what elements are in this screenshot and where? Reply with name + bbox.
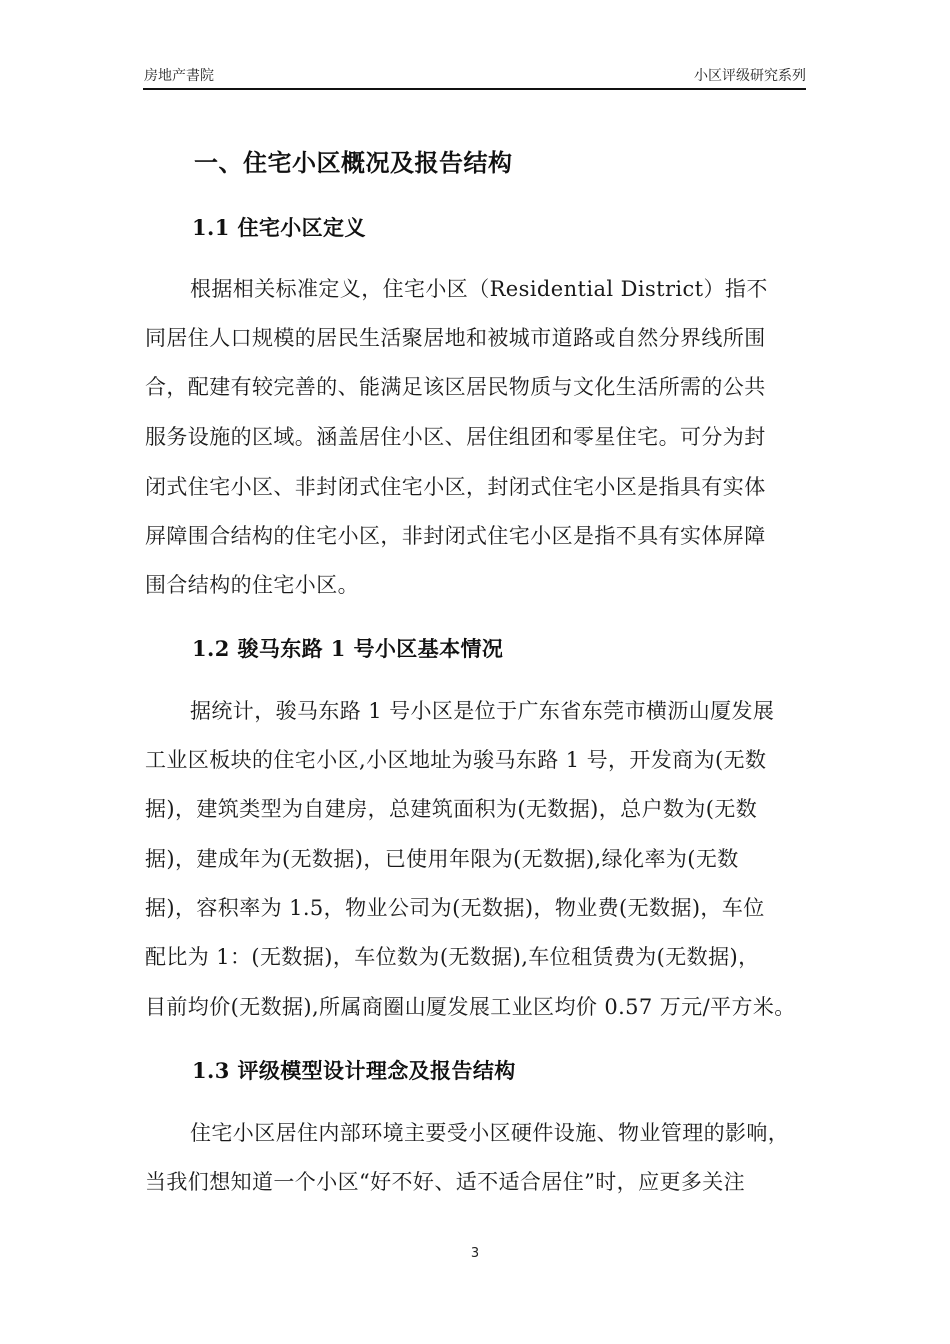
- paragraph-line: 据)，建筑类型为自建房，总建筑面积为(无数据)，总户数为(无数: [145, 797, 758, 821]
- paragraph-line: 配比为 1：(无数据)，车位数为(无数据),车位租赁费为(无数据)，: [145, 945, 760, 969]
- paragraph-line: 当我们想知道一个小区“好不好、适不适合居住”时，应更多关注: [145, 1170, 746, 1194]
- subsection-title-1-1: 1.1 住宅小区定义: [192, 215, 366, 240]
- paragraph-line: 屏障围合结构的住宅小区，非封闭式住宅小区是指不具有实体屏障: [145, 524, 766, 548]
- paragraph-line: 合，配建有较完善的、能满足该区居民物质与文化生活所需的公共: [145, 375, 766, 399]
- paragraph-line: 据)，建成年为(无数据)，已使用年限为(无数据),绿化率为(无数: [145, 847, 739, 871]
- paragraph-line: 工业区板块的住宅小区,小区地址为骏马东路 1 号，开发商为(无数: [145, 748, 767, 772]
- paragraph-line: 住宅小区居住内部环境主要受小区硬件设施、物业管理的影响，: [190, 1121, 790, 1145]
- subsection-title-1-2: 1.2 骏马东路 1 号小区基本情况: [192, 636, 504, 661]
- page-number: 3: [470, 1246, 480, 1261]
- paragraph-line: 据统计，骏马东路 1 号小区是位于广东省东莞市横沥山厦发展: [190, 699, 775, 723]
- paragraph-line: 根据相关标准定义，住宅小区（Residential District）指不: [190, 277, 768, 301]
- paragraph-line: 据)，容积率为 1.5，物业公司为(无数据)，物业费(无数据)，车位: [145, 896, 765, 920]
- subsection-title-1-3: 1.3 评级模型设计理念及报告结构: [192, 1058, 516, 1083]
- page-header: [143, 66, 806, 90]
- section-title: 一、住宅小区概况及报告结构: [194, 148, 513, 177]
- header-publisher: 房地产書院: [144, 68, 214, 84]
- paragraph-line: 围合结构的住宅小区。: [145, 573, 359, 597]
- paragraph-line: 服务设施的区域。涵盖居住小区、居住组团和零星住宅。可分为封: [145, 425, 766, 449]
- paragraph-line: 同居住人口规模的居民生活聚居地和被城市道路或自然分界线所围: [145, 326, 766, 350]
- paragraph-line: 目前均价(无数据),所属商圈山厦发展工业区均价 0.57 万元/平方米。: [145, 995, 796, 1019]
- paragraph-line: 闭式住宅小区、非封闭式住宅小区，封闭式住宅小区是指具有实体: [145, 475, 766, 499]
- header-series: 小区评级研究系列: [694, 68, 806, 84]
